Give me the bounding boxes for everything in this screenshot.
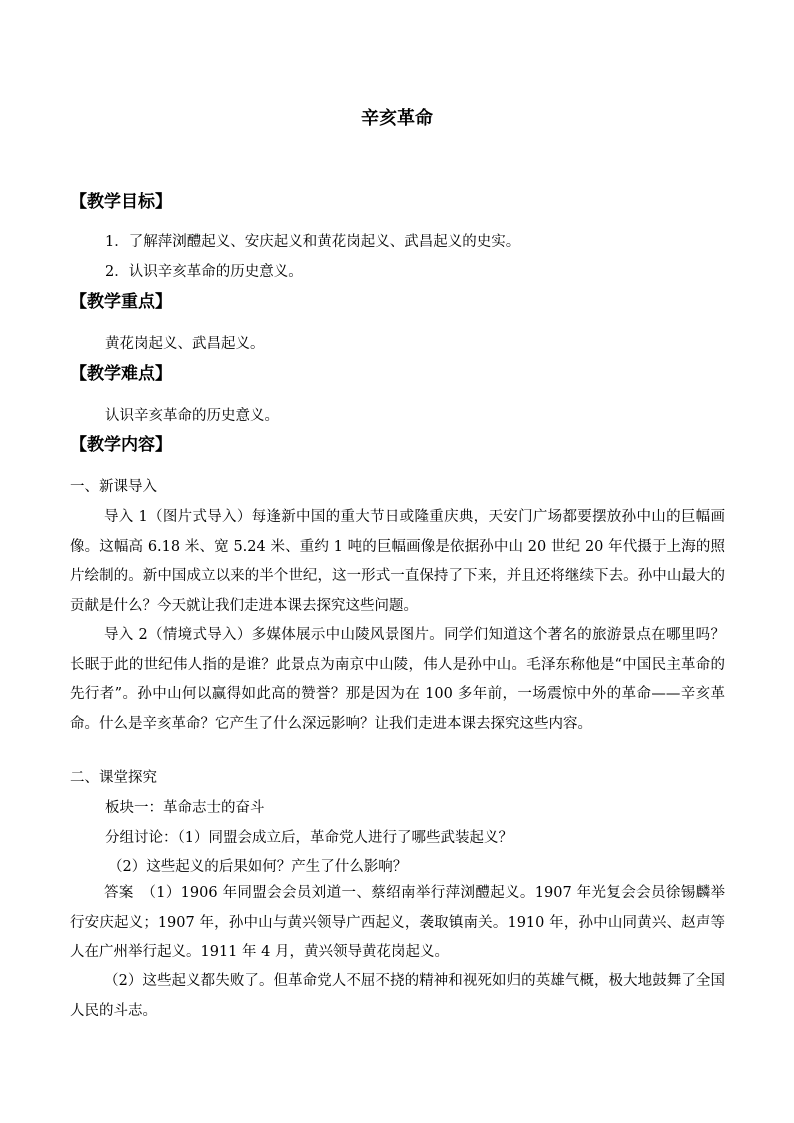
answer-paragraph-1: 答案 （1）1906 年同盟会会员刘道一、蔡绍南举行萍浏醴起义。1907 年光复会会员徐锡麟举行安庆起义；1907 年，孙中山与黄兴领导广西起义，袭取镇南关。1910 年，孙中山同黄兴、赵声等人在广州举行起义。1911 年 4 月，黄兴领导黄花岗起义。 xyxy=(70,885,725,960)
intro2-paragraph: 导入 2（情境式导入）多媒体展示中山陵风景图片。同学们知道这个著名的旅游景点在哪里吗？长眠于此的世纪伟人指的是谁？此景点为南京中山陵，伟人是孙中山。毛泽东称他是“中国民主革命的先行者”。孙中山何以赢得如此高的赞誉？那是因为在 100 多年前，一场震惊中外的革命——辛亥革命。什么是辛亥革命？它产生了什么深远影响？让我们走进本课去探究这些内容。 xyxy=(70,627,725,732)
heading-teaching-content: 【教学内容】 xyxy=(70,435,172,455)
part1-title: 一、新课导入 xyxy=(70,479,157,495)
heading-teaching-difficulty: 【教学难点】 xyxy=(70,364,172,384)
document-title: 辛亥革命 xyxy=(361,108,433,129)
goal-item-2: 2．认识辛亥革命的历史意义。 xyxy=(105,264,303,280)
goal-item-1: 1．了解萍浏醴起义、安庆起义和黄花岗起义、武昌起义的史实。 xyxy=(105,234,521,250)
heading-teaching-goals: 【教学目标】 xyxy=(70,192,172,212)
heading-teaching-focus: 【教学重点】 xyxy=(70,292,172,312)
focus-text: 黄花岗起义、武昌起义。 xyxy=(105,336,265,352)
intro1-paragraph: 导入 1（图片式导入）每逢新中国的重大节日或隆重庆典，天安门广场都要摆放孙中山的巨幅画像。这幅高 6.18 米、宽 5.24 米、重约 1 吨的巨幅画像是依据孙中山 20 世纪 20 年代摄于上海的照片绘制的。新中国成立以来的半个世纪，这一形式一直保持了下来，并且还将继续下去。孙中山最大的贡献是什么？今天就让我们走进本课去探究这些问题。 xyxy=(70,509,725,614)
answer-paragraph-2: （2）这些起义都失败了。但革命党人不屈不挠的精神和视死如归的英雄气概，极大地鼓舞了全国人民的斗志。 xyxy=(70,973,725,1019)
part2-title: 二、课堂探究 xyxy=(70,770,157,786)
difficulty-text: 认识辛亥革命的历史意义。 xyxy=(105,408,279,424)
discussion-question-1: 分组讨论：（1）同盟会成立后，革命党人进行了哪些武装起义？ xyxy=(105,830,513,846)
discussion-question-2: （2）这些起义的后果如何？产生了什么影响？ xyxy=(108,859,408,875)
block1-title: 板块一：革命志士的奋斗 xyxy=(105,800,265,816)
